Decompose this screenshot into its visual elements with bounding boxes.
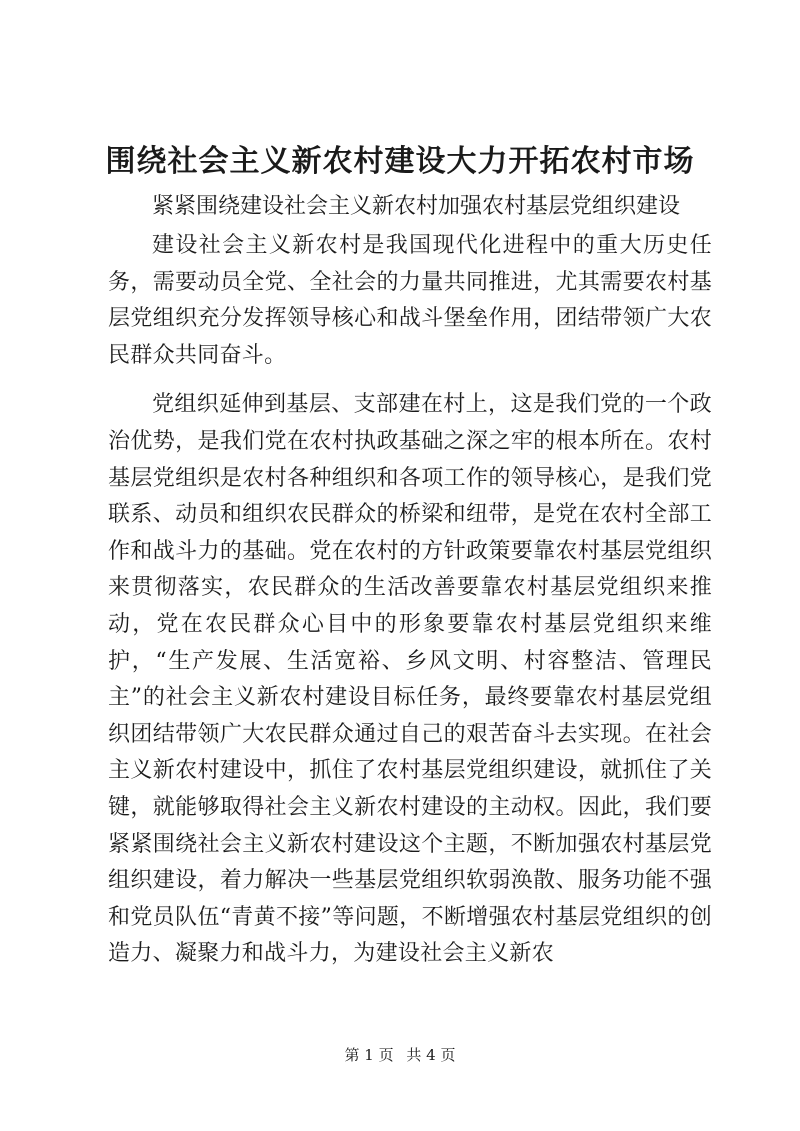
page-footer (0, 1045, 800, 1065)
document-title: 围绕社会主义新农村建设大力开拓农村市场 (105, 144, 695, 179)
page-total: 共 4 页 (406, 1046, 456, 1064)
paragraph: 党组织延伸到基层、支部建在村上，这是我们党的一个政治优势，是我们党在农村执政基础之深之牢的根本所在。农村基层党组织是农村各种组织和各项工作的领导核心，是我们党联系、动员和组织农民群众的桥梁和纽带，是党在农村全部工作和战斗力的基础。党在农村的方针政策要靠农村基层党组织来贯彻落实，农民群众的生活改善要靠农村基层党组织来推动，党在农民群众心目中的形象要靠农村基层党组织来维护，“生产发展、生活宽裕、乡风文明、村容整洁、管理民主”的社会主义新农村建设目标任务，最终要靠农村基层党组织团结带领广大农民群众通过自己的艰苦奋斗去实现。在社会主义新农村建设中，抓住了农村基层党组织建设，就抓住了关键，就能够取得社会主义新农村建设的主动权。因此，我们要紧紧围绕社会主义新农村建设这个主题，不断加强农村基层党组织建设，着力解决一些基层党组织软弱涣散、服务功能不强和党员队伍“青黄不接”等问题，不断增强农村基层党组织的创造力、凝聚力和战斗力，为建设社会主义新农 (108, 392, 712, 967)
paragraph: 建设社会主义新农村是我国现代化进程中的重大历史任务，需要动员全党、全社会的力量共同推进，尤其需要农村基层党组织充分发挥领导核心和战斗堡垒作用，团结带领广大农民群众共同奋斗。 (108, 233, 712, 368)
document-subtitle: 紧紧围绕建设社会主义新农村加强农村基层党组织建设 (152, 194, 681, 219)
document-body (108, 228, 712, 973)
page-number: 第 1 页 (344, 1046, 394, 1064)
